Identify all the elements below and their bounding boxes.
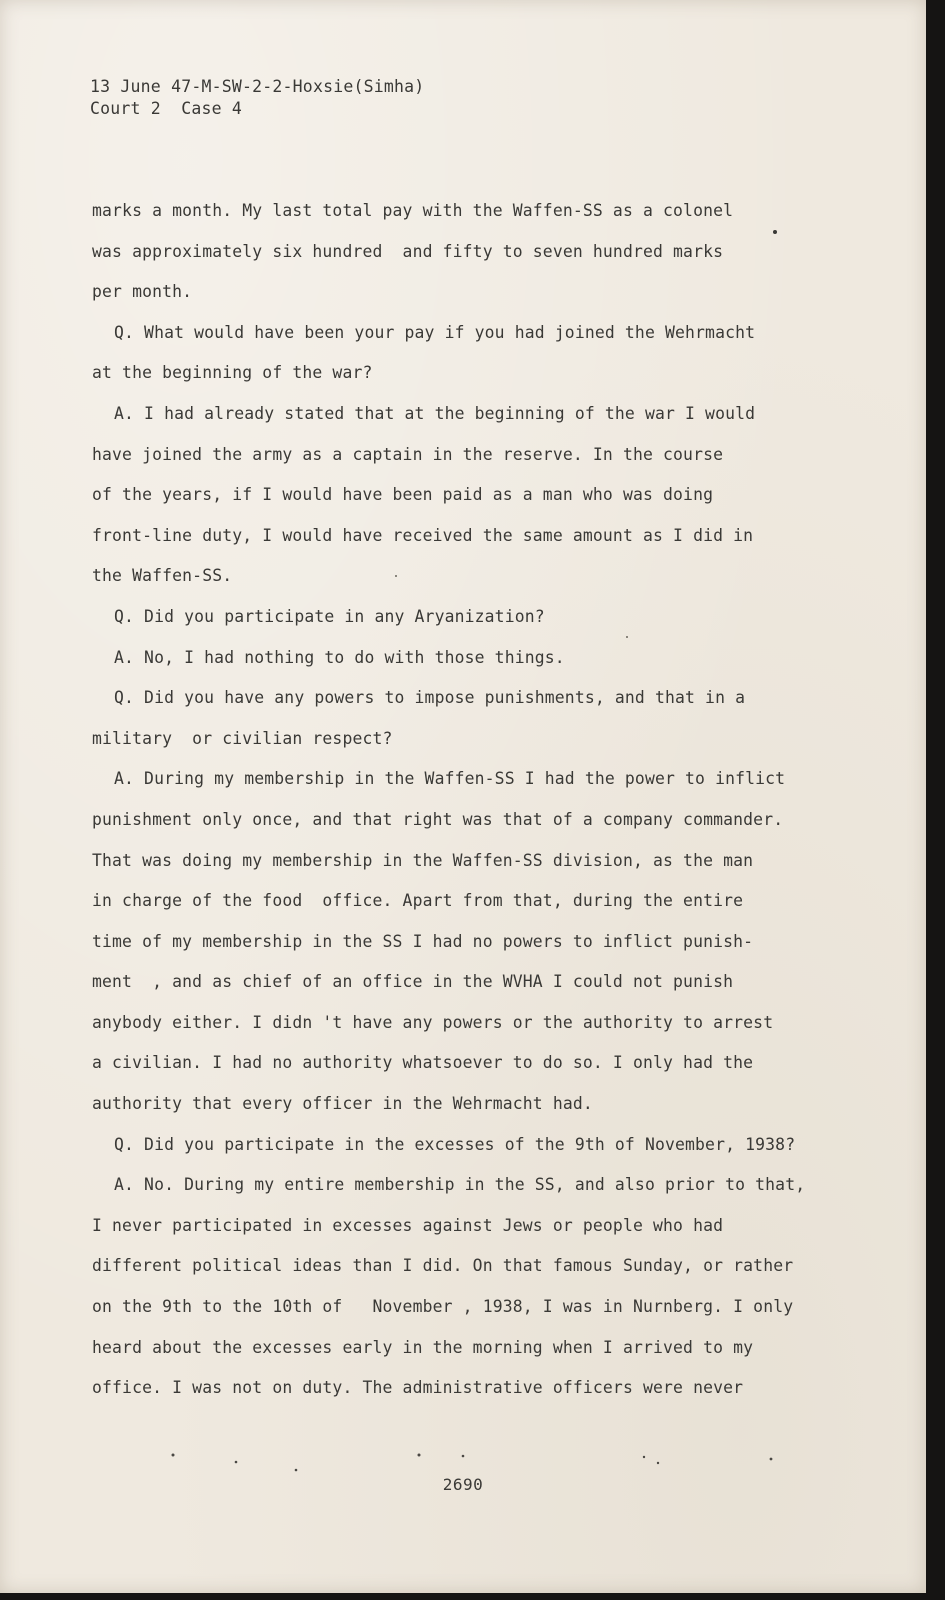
transcript-line-17: That was doing my membership in the Waffen-SS division, as the man xyxy=(92,850,754,870)
speck xyxy=(462,1455,465,1458)
speck xyxy=(418,1454,421,1457)
transcript-line-26: I never participated in excesses against Jews or people who had xyxy=(92,1215,724,1235)
speck xyxy=(235,1461,238,1464)
transcript-line-24: Q. Did you participate in the excesses of the 9th of November, 1938? xyxy=(114,1134,796,1154)
transcript-line-6: A. I had already stated that at the beginning of the war I would xyxy=(114,403,756,423)
transcript-line-5: at the beginning of the war? xyxy=(92,363,373,383)
transcript-line-27: different political ideas than I did. On that famous Sunday, or rather xyxy=(92,1256,794,1276)
speck xyxy=(172,1454,175,1457)
transcript-line-11: Q. Did you participate in any Aryanization? xyxy=(114,606,545,626)
speck xyxy=(643,1456,645,1458)
scan-border-right xyxy=(926,0,945,1600)
transcript-line-9: front-line duty, I would have received the same amount as I did in xyxy=(92,525,754,545)
transcript-body xyxy=(92,196,852,1414)
transcript-line-29: heard about the excesses early in the morning when I arrived to my xyxy=(92,1337,754,1357)
transcript-line-16: punishment only once, and that right was that of a company commander. xyxy=(92,809,784,829)
page-number: 2690 xyxy=(442,1475,484,1494)
transcript-line-8: of the years, if I would have been paid as a man who was doing xyxy=(92,485,714,505)
transcript-line-25: A. No. During my entire membership in the SS, and also prior to that, xyxy=(114,1175,806,1195)
transcript-line-1: marks a month. My last total pay with the Waffen-SS as a colonel xyxy=(92,201,734,220)
transcript-line-3: per month. xyxy=(92,282,193,302)
transcript-line-28: on the 9th to the 10th of November , 1938, I was in Nurnberg. I only xyxy=(92,1297,794,1317)
transcript-line-4: Q. What would have been your pay if you had joined the Wehrmacht xyxy=(114,322,756,342)
transcript-line-19: time of my membership in the SS I had no powers to inflict punish- xyxy=(92,931,754,951)
transcript-line-14: military or civilian respect? xyxy=(92,728,393,748)
speck xyxy=(295,1469,298,1472)
scan-border-bottom xyxy=(0,1593,945,1600)
transcript-line-12: A. No, I had nothing to do with those things. xyxy=(114,647,565,667)
transcript-line-13: Q. Did you have any powers to impose punishments, and that in a xyxy=(114,688,746,708)
transcript-line-2: was approximately six hundred and fifty to seven hundred marks xyxy=(92,241,724,261)
transcript-line-21: anybody either. I didn 't have any powers or the authority to arrest xyxy=(92,1012,774,1032)
transcript-line-22: a civilian. I had no authority whatsoever to do so. I only had the xyxy=(92,1053,754,1073)
transcript-line-10: the Waffen-SS. xyxy=(92,566,233,586)
transcript-line-20: ment , and as chief of an office in the WVHA I could not punish xyxy=(92,972,734,992)
transcript-line-15: A. During my membership in the Waffen-SS I had the power to inflict xyxy=(114,769,786,789)
header-court-case-line: Court 2 Case 4 xyxy=(90,99,243,118)
header-reference-line: 13 June 47-M-SW-2-2-Hoxsie(Simha) xyxy=(90,77,425,96)
speck xyxy=(770,1458,773,1461)
speck xyxy=(657,1462,659,1464)
transcript-line-7: have joined the army as a captain in the reserve. In the course xyxy=(92,444,724,464)
transcript-line-30: office. I was not on duty. The administrative officers were never xyxy=(92,1378,744,1398)
transcript-line-23: authority that every officer in the Wehrmacht had. xyxy=(92,1094,593,1114)
document-header xyxy=(90,76,424,120)
transcript-line-18: in charge of the food office. Apart from that, during the entire xyxy=(92,891,744,911)
